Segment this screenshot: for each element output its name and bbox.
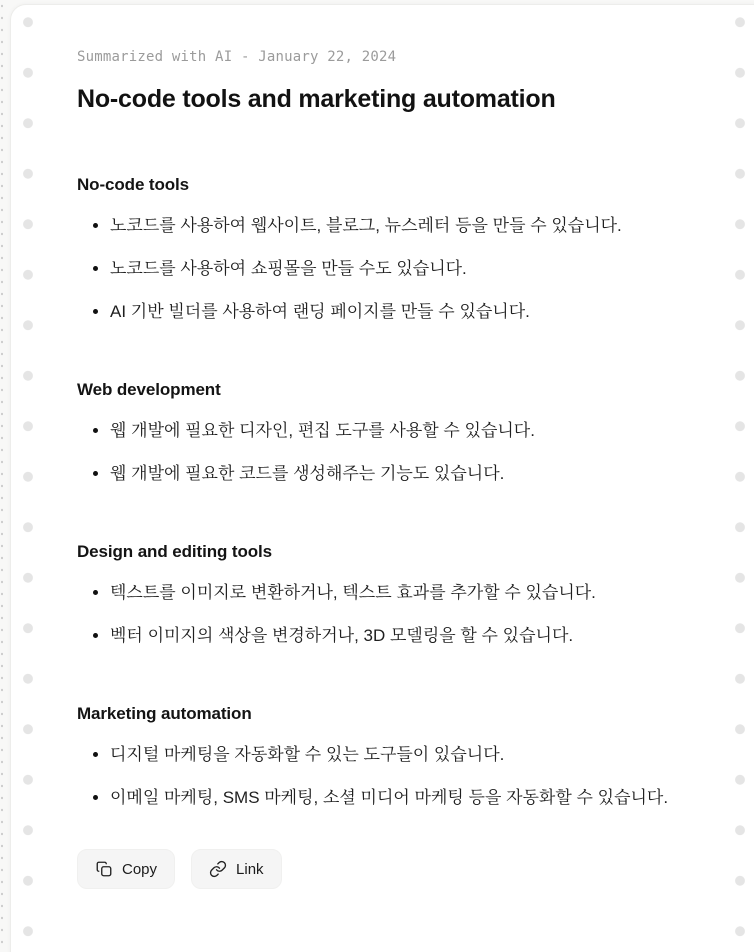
link-button-label: Link [236,860,264,878]
bullet-item: 벡터 이미지의 색상을 변경하거나, 3D 모델링을 할 수 있습니다. [77,619,689,652]
section-heading: Marketing automation [77,704,252,723]
section-heading: No-code tools [77,175,190,194]
content-section [77,173,689,328]
section-heading: Design and editing tools [77,542,272,561]
bullet-list [77,209,689,328]
bullet-list [77,414,689,490]
bullet-item: 노코드를 사용하여 웹사이트, 블로그, 뉴스레터 등을 만들 수 있습니다. [77,209,689,242]
bullet-item: AI 기반 빌더를 사용하여 랜딩 페이지를 만들 수 있습니다. [77,295,689,328]
bullet-item: 노코드를 사용하여 쇼핑몰을 만들 수도 있습니다. [77,252,689,285]
bullet-list [77,576,689,652]
content-section [77,540,689,652]
actions-row [77,849,710,889]
bullet-item: 디지털 마케팅을 자동화할 수 있는 도구들이 있습니다. [77,738,689,771]
bullet-item: 이메일 마케팅, SMS 마케팅, 소셜 미디어 마케팅 등을 자동화할 수 있습니다. [77,781,689,814]
summary-meta: Summarized with AI - January 22, 2024 [77,49,397,65]
bullet-item: 텍스트를 이미지로 변환하거나, 텍스트 효과를 추가할 수 있습니다. [77,576,689,609]
page-title: No-code tools and marketing automation [77,85,556,113]
link-icon [209,860,227,878]
bullet-item: 웹 개발에 필요한 코드를 생성해주는 기능도 있습니다. [77,457,689,490]
sections-container [77,173,710,814]
screen-edge-dotted-line [1,0,3,952]
copy-button[interactable] [77,849,175,889]
bullet-list [77,738,689,814]
copy-button-label: Copy [122,860,158,878]
copy-icon [95,860,113,878]
content-section [77,702,689,814]
bullet-item: 웹 개발에 필요한 디자인, 편집 도구를 사용할 수 있습니다. [77,414,689,447]
perforation-dots-right [735,0,745,952]
section-heading: Web development [77,380,221,399]
summary-content [10,4,710,889]
content-section [77,378,689,490]
link-button[interactable] [191,849,282,889]
